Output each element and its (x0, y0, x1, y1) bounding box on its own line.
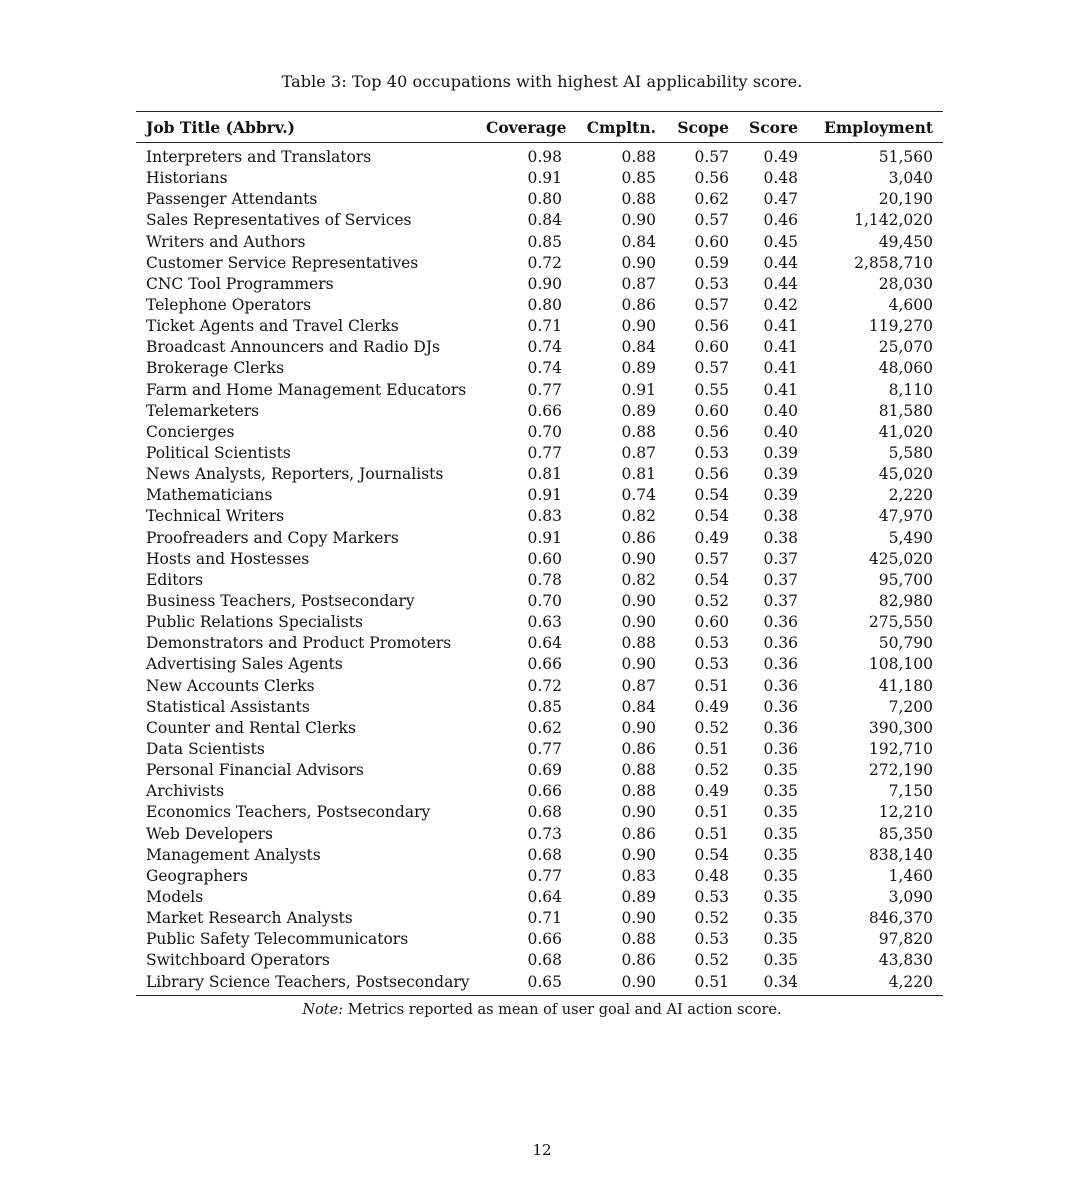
cell-score: 0.41 (763, 317, 798, 336)
cell-employment: 51,560 (878, 148, 933, 167)
cell-employment: 119,270 (868, 317, 933, 336)
cell-job-title: Interpreters and Translators (146, 148, 372, 167)
cell-coverage: 0.64 (527, 887, 562, 906)
cell-completion: 0.90 (621, 718, 656, 737)
cell-score: 0.37 (763, 549, 798, 568)
cell-job-title: Economics Teachers, Postsecondary (146, 803, 431, 822)
cell-employment: 272,190 (868, 761, 933, 780)
table-row (136, 422, 943, 443)
cell-score: 0.41 (763, 338, 798, 357)
cell-scope: 0.54 (694, 570, 729, 589)
cell-score: 0.48 (763, 169, 798, 188)
cell-score: 0.39 (763, 486, 798, 505)
cell-job-title: Telemarketers (146, 401, 260, 420)
cell-completion: 0.81 (621, 465, 656, 484)
cell-scope: 0.53 (694, 634, 729, 653)
header-scope: Scope (666, 112, 739, 143)
cell-score: 0.38 (763, 507, 798, 526)
cell-score: 0.37 (763, 570, 798, 589)
cell-coverage: 0.69 (527, 761, 562, 780)
cell-coverage: 0.77 (527, 740, 562, 758)
cell-completion: 0.90 (621, 613, 656, 632)
cell-employment: 50,790 (878, 634, 933, 653)
cell-score: 0.41 (763, 380, 798, 399)
cell-coverage: 0.91 (527, 528, 562, 547)
table-row (136, 485, 943, 506)
cell-coverage: 0.68 (527, 803, 562, 822)
cell-coverage: 0.77 (527, 444, 562, 463)
cell-coverage: 0.70 (527, 592, 562, 611)
cell-job-title: Writers and Authors (146, 232, 306, 251)
header-coverage: Coverage (476, 112, 572, 143)
table-row (136, 506, 943, 527)
cell-coverage: 0.62 (527, 718, 562, 737)
cell-coverage: 0.71 (527, 909, 562, 928)
cell-score: 0.47 (763, 190, 798, 209)
cell-score: 0.36 (763, 676, 798, 695)
cell-employment: 1,460 (888, 866, 933, 885)
table-row (136, 528, 943, 549)
cell-coverage: 0.80 (527, 190, 562, 209)
cell-employment: 41,020 (878, 422, 933, 441)
cell-coverage: 0.80 (527, 296, 562, 315)
cell-scope: 0.52 (694, 761, 729, 780)
cell-coverage: 0.68 (527, 951, 562, 970)
table-row (136, 591, 943, 612)
cell-job-title: Switchboard Operators (146, 951, 330, 970)
cell-completion: 0.88 (621, 422, 656, 441)
header-score: Score (739, 112, 808, 143)
cell-scope: 0.56 (694, 465, 729, 484)
cell-completion: 0.90 (572, 971, 666, 995)
cell-coverage: 0.60 (527, 549, 562, 568)
cell-score: 0.36 (763, 740, 798, 758)
cell-completion: 0.90 (621, 592, 656, 611)
cell-employment: 3,040 (888, 169, 933, 188)
cell-completion: 0.89 (621, 359, 656, 378)
table-row (136, 253, 943, 274)
cell-scope: 0.57 (694, 211, 729, 230)
cell-scope: 0.51 (694, 803, 729, 822)
cell-job-title: Passenger Attendants (146, 190, 318, 209)
cell-employment: 192,710 (868, 740, 933, 758)
table-row (136, 316, 943, 337)
cell-scope: 0.48 (694, 866, 729, 885)
cell-employment: 275,550 (868, 613, 933, 632)
cell-job-title: CNC Tool Programmers (146, 274, 334, 293)
header-job-title: Job Title (Abbrv.) (136, 112, 476, 143)
cell-employment: 97,820 (878, 930, 933, 949)
cell-job-title: Personal Financial Advisors (146, 761, 364, 780)
cell-job-title: Telephone Operators (146, 296, 312, 315)
table-row (136, 380, 943, 401)
cell-job-title: Concierges (146, 422, 235, 441)
cell-employment: 108,100 (868, 655, 933, 674)
cell-coverage: 0.77 (527, 380, 562, 399)
cell-score: 0.36 (763, 718, 798, 737)
table-row (136, 401, 943, 422)
cell-completion: 0.88 (621, 930, 656, 949)
cell-scope: 0.60 (694, 613, 729, 632)
cell-job-title: Models (146, 887, 204, 906)
note-label: Note: (302, 1002, 344, 1018)
cell-employment: 5,490 (888, 528, 933, 547)
cell-scope: 0.52 (694, 718, 729, 737)
table-row (136, 739, 943, 760)
cell-coverage: 0.71 (527, 317, 562, 336)
cell-completion: 0.82 (621, 570, 656, 589)
cell-employment: 95,700 (878, 570, 933, 589)
note-text: Metrics reported as mean of user goal and AI action score. (343, 1002, 782, 1018)
cell-completion: 0.91 (621, 380, 656, 399)
cell-job-title: Sales Representatives of Services (146, 211, 412, 230)
cell-scope: 0.59 (694, 253, 729, 272)
cell-completion: 0.88 (621, 190, 656, 209)
cell-employment: 846,370 (868, 909, 933, 928)
cell-scope: 0.54 (694, 845, 729, 864)
table-row (136, 676, 943, 697)
cell-employment: 85,350 (878, 824, 933, 843)
cell-completion: 0.88 (621, 761, 656, 780)
cell-coverage: 0.78 (527, 570, 562, 589)
cell-score: 0.36 (763, 697, 798, 716)
cell-employment: 81,580 (878, 401, 933, 420)
cell-score: 0.36 (763, 634, 798, 653)
cell-scope: 0.57 (694, 296, 729, 315)
header-completion: Cmpltn. (572, 112, 666, 143)
cell-scope: 0.57 (694, 148, 729, 167)
table-row (136, 232, 943, 253)
cell-job-title: Library Science Teachers, Postsecondary (136, 971, 476, 995)
cell-scope: 0.60 (694, 401, 729, 420)
cell-completion: 0.90 (621, 845, 656, 864)
cell-job-title: Business Teachers, Postsecondary (146, 592, 415, 611)
table-row (136, 929, 943, 950)
table-row (136, 143, 943, 169)
cell-scope: 0.49 (694, 697, 729, 716)
table-row (136, 802, 943, 823)
table-row (136, 612, 943, 633)
cell-job-title: Historians (146, 169, 228, 188)
table-caption: Table 3: Top 40 occupations with highest AI applicability score. (281, 72, 803, 91)
cell-scope: 0.60 (694, 338, 729, 357)
cell-completion: 0.86 (621, 951, 656, 970)
cell-employment: 45,020 (878, 465, 933, 484)
cell-employment: 49,450 (878, 232, 933, 251)
cell-employment: 3,090 (888, 887, 933, 906)
cell-completion: 0.86 (621, 740, 656, 758)
cell-employment: 28,030 (878, 274, 933, 293)
cell-employment: 390,300 (868, 718, 933, 737)
cell-score: 0.39 (763, 465, 798, 484)
cell-coverage: 0.77 (527, 866, 562, 885)
occupations-table (136, 111, 943, 996)
table-row (136, 168, 943, 189)
cell-completion: 0.88 (621, 782, 656, 801)
cell-job-title: Management Analysts (146, 845, 321, 864)
cell-employment: 1,142,020 (854, 211, 933, 230)
table-note (0, 1002, 1084, 1018)
cell-job-title: Customer Service Representatives (146, 253, 419, 272)
table-row (136, 887, 943, 908)
cell-score: 0.35 (763, 845, 798, 864)
cell-coverage: 0.63 (527, 613, 562, 632)
cell-scope: 0.49 (694, 528, 729, 547)
cell-job-title: Web Developers (146, 824, 273, 843)
cell-score: 0.35 (763, 951, 798, 970)
cell-completion: 0.84 (621, 338, 656, 357)
cell-employment: 8,110 (888, 380, 933, 399)
cell-coverage: 0.66 (527, 655, 562, 674)
cell-scope: 0.52 (694, 951, 729, 970)
cell-coverage: 0.83 (527, 507, 562, 526)
cell-job-title: Counter and Rental Clerks (146, 718, 356, 737)
cell-employment: 43,830 (878, 951, 933, 970)
cell-scope: 0.55 (694, 380, 729, 399)
cell-coverage: 0.72 (527, 253, 562, 272)
cell-scope: 0.52 (694, 909, 729, 928)
cell-score: 0.35 (763, 887, 798, 906)
cell-job-title: Political Scientists (146, 444, 291, 463)
cell-coverage: 0.64 (527, 634, 562, 653)
table-row (136, 189, 943, 210)
cell-completion: 0.90 (621, 549, 656, 568)
table-row (136, 866, 943, 887)
cell-scope: 0.53 (694, 887, 729, 906)
cell-coverage: 0.91 (527, 486, 562, 505)
cell-score: 0.35 (763, 930, 798, 949)
cell-coverage: 0.90 (527, 274, 562, 293)
cell-coverage: 0.73 (527, 824, 562, 843)
table-row (136, 274, 943, 295)
cell-score: 0.35 (763, 824, 798, 843)
table-row (136, 781, 943, 802)
cell-employment: 7,200 (888, 697, 933, 716)
cell-coverage: 0.91 (527, 169, 562, 188)
cell-coverage: 0.74 (527, 359, 562, 378)
cell-employment: 4,220 (808, 971, 943, 995)
cell-completion: 0.90 (621, 253, 656, 272)
cell-scope: 0.62 (694, 190, 729, 209)
cell-scope: 0.60 (694, 232, 729, 251)
cell-completion: 0.87 (621, 444, 656, 463)
table-row (136, 443, 943, 464)
cell-score: 0.34 (739, 971, 808, 995)
cell-scope: 0.53 (694, 655, 729, 674)
cell-job-title: Statistical Assistants (146, 697, 310, 716)
table-row (136, 950, 943, 971)
cell-completion: 0.86 (621, 528, 656, 547)
cell-score: 0.35 (763, 761, 798, 780)
table-row (136, 570, 943, 591)
cell-job-title: Hosts and Hostesses (146, 549, 310, 568)
cell-job-title: Archivists (146, 782, 225, 801)
cell-job-title: Technical Writers (146, 507, 285, 526)
cell-score: 0.36 (763, 613, 798, 632)
cell-employment: 2,858,710 (854, 253, 933, 272)
cell-completion: 0.82 (621, 507, 656, 526)
cell-scope: 0.52 (694, 592, 729, 611)
cell-job-title: Farm and Home Management Educators (146, 380, 467, 399)
cell-job-title: Demonstrators and Product Promoters (146, 634, 452, 653)
table-row (136, 824, 943, 845)
cell-completion: 0.85 (621, 169, 656, 188)
table-row (136, 718, 943, 739)
cell-score: 0.35 (763, 782, 798, 801)
cell-completion: 0.89 (621, 401, 656, 420)
cell-job-title: Broadcast Announcers and Radio DJs (146, 338, 441, 357)
cell-coverage: 0.65 (476, 971, 572, 995)
cell-score: 0.45 (763, 232, 798, 251)
cell-scope: 0.53 (694, 930, 729, 949)
table-row (136, 654, 943, 675)
cell-score: 0.39 (763, 444, 798, 463)
cell-score: 0.40 (763, 401, 798, 420)
table-row (136, 464, 943, 485)
cell-employment: 12,210 (878, 803, 933, 822)
table-row (136, 760, 943, 781)
cell-scope: 0.49 (694, 782, 729, 801)
cell-scope: 0.53 (694, 274, 729, 293)
cell-employment: 5,580 (888, 444, 933, 463)
cell-job-title: Data Scientists (146, 740, 265, 758)
page-number: 12 (532, 1141, 552, 1159)
cell-job-title: Mathematicians (146, 486, 273, 505)
cell-coverage: 0.66 (527, 401, 562, 420)
cell-scope: 0.57 (694, 359, 729, 378)
cell-score: 0.35 (763, 866, 798, 885)
cell-score: 0.38 (763, 528, 798, 547)
cell-scope: 0.53 (694, 444, 729, 463)
table-row (136, 697, 943, 718)
cell-completion: 0.89 (621, 887, 656, 906)
table-row (136, 908, 943, 929)
cell-coverage: 0.84 (527, 211, 562, 230)
cell-job-title: Advertising Sales Agents (146, 655, 343, 674)
cell-completion: 0.86 (621, 296, 656, 315)
cell-scope: 0.51 (694, 740, 729, 758)
cell-coverage: 0.70 (527, 422, 562, 441)
cell-job-title: Editors (146, 570, 204, 589)
cell-score: 0.35 (763, 909, 798, 928)
cell-completion: 0.88 (621, 148, 656, 167)
cell-completion: 0.87 (621, 274, 656, 293)
cell-job-title: Public Safety Telecommunicators (146, 930, 409, 949)
cell-employment: 4,600 (888, 296, 933, 315)
cell-employment: 48,060 (878, 359, 933, 378)
cell-completion: 0.90 (621, 803, 656, 822)
cell-employment: 7,150 (888, 782, 933, 801)
cell-completion: 0.90 (621, 317, 656, 336)
cell-job-title: Proofreaders and Copy Markers (146, 528, 399, 547)
cell-scope: 0.51 (694, 824, 729, 843)
header-employment: Employment (808, 112, 943, 143)
cell-employment: 838,140 (868, 845, 933, 864)
cell-scope: 0.51 (694, 676, 729, 695)
cell-score: 0.37 (763, 592, 798, 611)
cell-job-title: Geographers (146, 866, 248, 885)
cell-coverage: 0.74 (527, 338, 562, 357)
table-row (136, 971, 943, 995)
cell-coverage: 0.66 (527, 782, 562, 801)
cell-employment: 47,970 (878, 507, 933, 526)
table-row (136, 337, 943, 358)
cell-coverage: 0.98 (527, 148, 562, 167)
cell-job-title: Market Research Analysts (146, 909, 353, 928)
cell-employment: 41,180 (878, 676, 933, 695)
table-row (136, 358, 943, 379)
cell-scope: 0.57 (694, 549, 729, 568)
cell-completion: 0.84 (621, 697, 656, 716)
cell-score: 0.46 (763, 211, 798, 230)
cell-job-title: News Analysts, Reporters, Journalists (146, 465, 444, 484)
table-row (136, 549, 943, 570)
cell-employment: 25,070 (878, 338, 933, 357)
cell-employment: 2,220 (888, 486, 933, 505)
table-row (136, 845, 943, 866)
cell-score: 0.44 (763, 253, 798, 272)
cell-coverage: 0.66 (527, 930, 562, 949)
cell-completion: 0.74 (621, 486, 656, 505)
cell-completion: 0.86 (621, 824, 656, 843)
cell-score: 0.41 (763, 359, 798, 378)
table-header-row (136, 112, 943, 143)
cell-score: 0.35 (763, 803, 798, 822)
cell-score: 0.36 (763, 655, 798, 674)
cell-completion: 0.83 (621, 866, 656, 885)
cell-score: 0.49 (763, 148, 798, 167)
cell-scope: 0.56 (694, 169, 729, 188)
cell-scope: 0.56 (694, 317, 729, 336)
cell-completion: 0.90 (621, 655, 656, 674)
cell-coverage: 0.72 (527, 676, 562, 695)
cell-coverage: 0.81 (527, 465, 562, 484)
table-row (136, 295, 943, 316)
cell-completion: 0.90 (621, 909, 656, 928)
cell-scope: 0.51 (666, 971, 739, 995)
cell-completion: 0.90 (621, 211, 656, 230)
cell-coverage: 0.85 (527, 697, 562, 716)
table-row (136, 210, 943, 231)
table-row (136, 633, 943, 654)
cell-job-title: Brokerage Clerks (146, 359, 285, 378)
cell-coverage: 0.85 (527, 232, 562, 251)
occupations-table-container (136, 111, 943, 996)
cell-job-title: Ticket Agents and Travel Clerks (146, 317, 399, 336)
cell-score: 0.42 (763, 296, 798, 315)
cell-completion: 0.87 (621, 676, 656, 695)
cell-job-title: New Accounts Clerks (146, 676, 315, 695)
cell-employment: 425,020 (868, 549, 933, 568)
table-body (136, 143, 943, 996)
cell-completion: 0.84 (621, 232, 656, 251)
cell-scope: 0.54 (694, 507, 729, 526)
cell-scope: 0.56 (694, 422, 729, 441)
cell-coverage: 0.68 (527, 845, 562, 864)
cell-job-title: Public Relations Specialists (146, 613, 363, 632)
cell-employment: 20,190 (878, 190, 933, 209)
cell-scope: 0.54 (694, 486, 729, 505)
cell-completion: 0.88 (621, 634, 656, 653)
cell-employment: 82,980 (878, 592, 933, 611)
cell-score: 0.44 (763, 274, 798, 293)
cell-score: 0.40 (763, 422, 798, 441)
